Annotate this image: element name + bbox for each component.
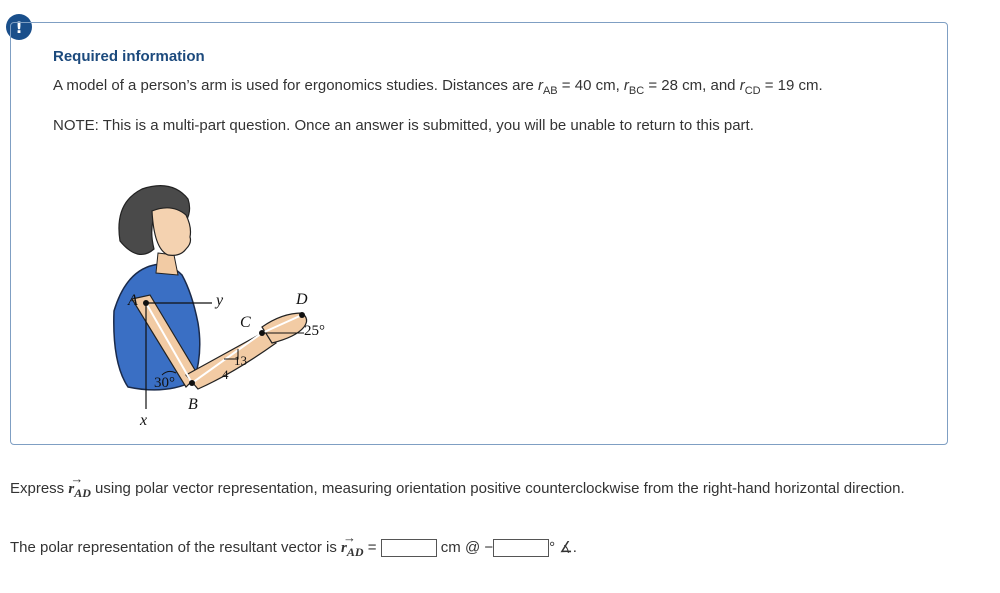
- point-a: [143, 300, 149, 306]
- label-25-deg: 25°: [304, 323, 325, 339]
- label-4: 4: [222, 367, 229, 382]
- hand-shape: [262, 313, 307, 343]
- vector-r-ad-answer: → $r_{AD}$: [341, 530, 364, 559]
- vector-arrow-icon: →: [343, 530, 357, 545]
- vector-r-ad: → $r_{AD}$: [68, 471, 91, 500]
- neck-shape: [156, 253, 178, 275]
- label-x: x: [140, 412, 148, 429]
- answer-line: The polar representation of the resultant vector is → $r_{AD}$ = cm @ − ° ∡.: [10, 530, 577, 559]
- angle-input[interactable]: [493, 539, 549, 557]
- label-y: y: [216, 292, 224, 309]
- label-30-deg: 30°: [154, 375, 175, 391]
- label-a: A: [128, 292, 138, 309]
- label-13: 13: [234, 353, 247, 368]
- note-text: NOTE: This is a multi-part question. Once an answer is submitted, you will be unable to return to this part.: [53, 117, 754, 134]
- face-shape: [152, 208, 191, 256]
- problem-statement: A model of a person’s arm is used for ergonomics studies. Distances are $r_{AB} = 40$ cm, $r_{BC} = 28$ cm, and $r_{CD} = 19$ cm.: [53, 77, 823, 97]
- panel-title: Required information: [53, 48, 205, 65]
- question-prompt: Express → $r_{AD}$ using polar vector representation, measuring orientation positive counterclockwise from the right-hand horizontal direction.: [10, 471, 905, 500]
- required-information-panel: [10, 22, 948, 445]
- point-b: [189, 380, 195, 386]
- point-d: [299, 312, 305, 318]
- alert-icon: !: [6, 14, 32, 40]
- label-c: C: [240, 314, 251, 331]
- label-b: B: [188, 396, 198, 413]
- point-c: [259, 330, 265, 336]
- label-d: D: [296, 291, 308, 308]
- arm-model-figure: [106, 163, 371, 433]
- vector-arrow-icon: →: [70, 471, 84, 486]
- magnitude-input[interactable]: [381, 539, 437, 557]
